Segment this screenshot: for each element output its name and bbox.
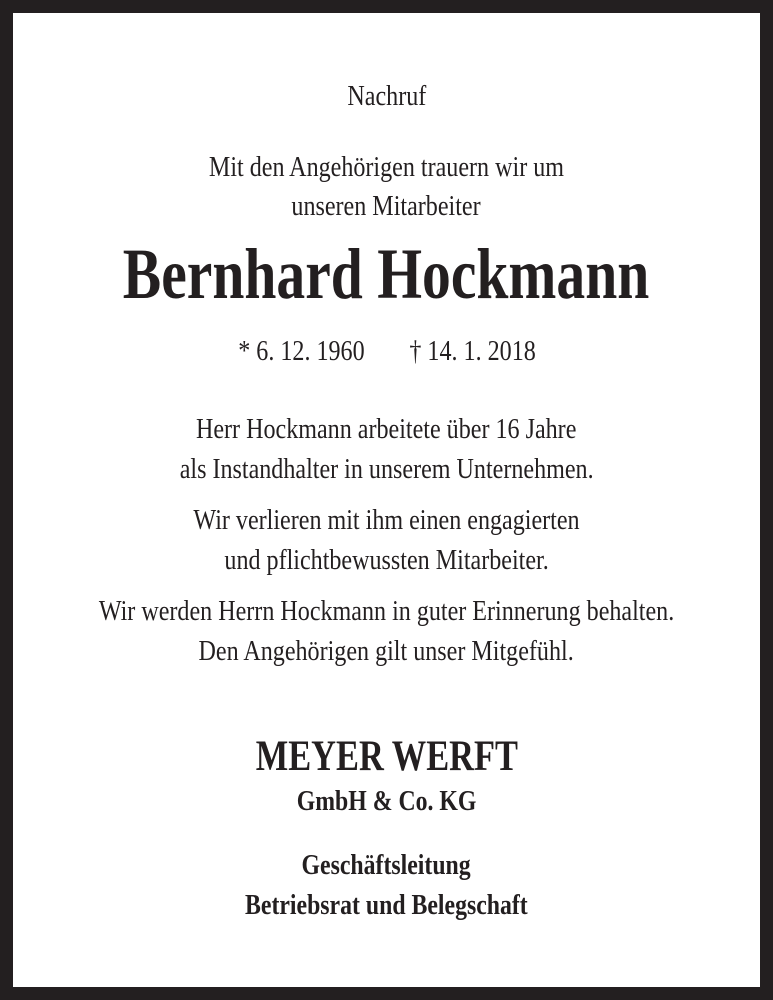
signer-text: Betriebsrat und Belegschaft [245,889,528,921]
intro-text-2: unseren Mitarbeiter [291,191,482,222]
paragraph-1-line-1 [13,416,760,444]
paragraph-text: Wir werden Herrn Hockmann in guter Erinnerung behalten. [98,596,675,627]
signer-2 [13,891,760,920]
company-suffix [13,787,760,816]
birth-date: * 6. 12. 1960 [237,336,365,367]
deceased-name [13,234,760,314]
signer-1 [13,851,760,880]
heading [13,83,760,111]
obituary-notice [13,13,760,987]
life-dates [13,338,760,366]
deceased-name-text: Bernhard Hockmann [123,234,650,314]
paragraph-3-line-1 [13,598,760,626]
life-dates-text [238,338,536,366]
paragraph-text: Herr Hockmann arbeitete über 16 Jahre [196,414,577,445]
paragraph-text: als Instandhalter in unserem Unternehmen. [179,454,594,485]
heading-text: Nachruf [347,81,426,112]
company-suffix-text: GmbH & Co. KG [296,785,477,817]
paragraph-2-line-2 [13,547,760,575]
company-name [13,735,760,778]
death-date: † 14. 1. 2018 [408,336,536,367]
intro-line-1 [13,154,760,182]
paragraph-text: Den Angehörigen gilt unser Mitgefühl. [198,636,575,667]
paragraph-text: Wir verlieren mit ihm einen engagierten [193,505,580,536]
intro-line-2 [13,193,760,221]
company-name-text: MEYER WERFT [255,733,518,780]
paragraph-1-line-2 [13,456,760,484]
paragraph-2-line-1 [13,507,760,535]
paragraph-text: und pflichtbewussten Mitarbeiter. [224,545,549,576]
intro-text-1: Mit den Angehörigen trauern wir um [208,152,565,183]
paragraph-3-line-2 [13,638,760,666]
signer-text: Geschäftsleitung [301,849,472,881]
